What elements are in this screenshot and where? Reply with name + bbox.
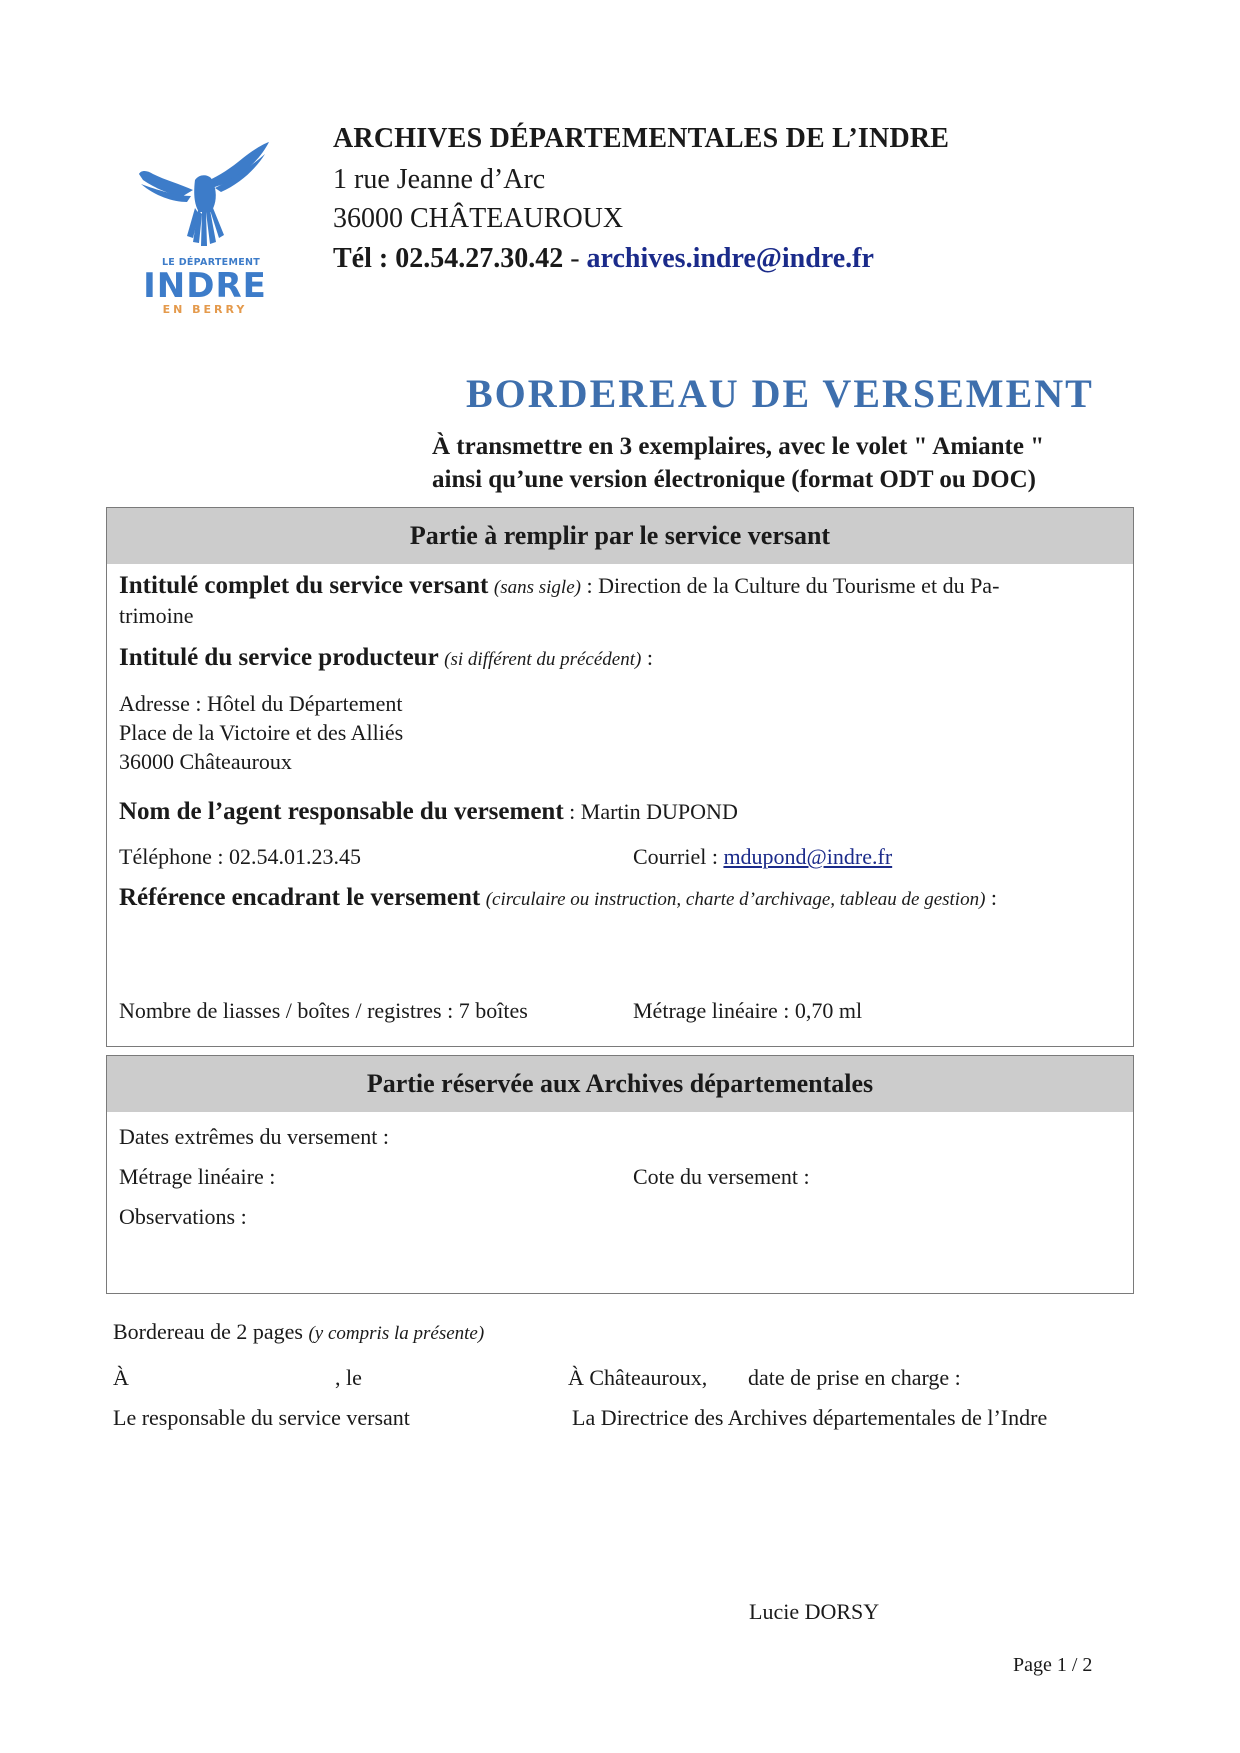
service-versant-hint: (sans sigle) — [493, 577, 581, 598]
place-date-suffix: , le — [335, 1365, 362, 1390]
section-archives-departementales — [106, 1055, 1134, 1294]
agent-colon: : — [563, 799, 581, 824]
telephone-value[interactable]: 02.54.01.23.45 — [228, 844, 361, 869]
service-versant-colon: : — [580, 573, 599, 598]
courriel-link[interactable]: mdupond@indre.fr — [723, 844, 893, 869]
field-agent — [119, 798, 738, 826]
document-subtitle-line1: À transmettre en 3 exemplaires, avec le volet " Amiante " — [432, 433, 1045, 460]
field-nombre — [119, 997, 528, 1025]
logo-text-le-departement: LE DÉPARTEMENT — [161, 257, 261, 268]
organization-phone: Tél : 02.54.27.30.42 — [333, 243, 564, 274]
place-prefix: À — [113, 1365, 129, 1390]
courriel-label: Courriel : — [633, 844, 724, 869]
nombre-label: Nombre de liasses / boîtes / registres : — [119, 998, 459, 1023]
field-metrage — [633, 997, 862, 1025]
organization-name: ARCHIVES DÉPARTEMENTALES DE L’INDRE — [333, 123, 950, 154]
observations-label: Observations : — [119, 1204, 247, 1229]
directrice-signature-label: La Directrice des Archives départementales de l’Indre — [572, 1405, 1048, 1430]
responsable-signature-label: Le responsable du service versant — [113, 1405, 410, 1430]
pages-count — [113, 1318, 484, 1348]
service-producteur-label: Intitulé du service producteur — [119, 644, 439, 671]
logo-text-en-berry: EN BERRY — [162, 303, 248, 316]
field-service-producteur — [119, 644, 653, 674]
organization-email-link[interactable]: archives.indre@indre.fr — [586, 243, 874, 274]
service-producteur-colon: : — [641, 645, 653, 670]
document-subtitle-line2: ainsi qu’une version électronique (format ODT ou DOC) — [432, 466, 1036, 493]
reference-hint: (circulaire ou instruction, charte d’archivage, tableau de gestion) — [485, 889, 986, 910]
document-title: BORDEREAU DE VERSEMENT — [466, 371, 1094, 416]
reference-label: Référence encadrant le versement — [119, 884, 481, 911]
metrage-label: Métrage linéaire : — [633, 998, 795, 1023]
section-service-versant — [106, 507, 1134, 1047]
field-service-versant — [119, 572, 999, 602]
cote-versement-label: Cote du versement : — [633, 1164, 810, 1189]
dates-extremes-label: Dates extrêmes du versement : — [119, 1124, 390, 1149]
address-line2[interactable]: Place de la Victoire et des Alliés — [119, 720, 404, 745]
service-producteur-hint: (si différent du précédent) — [444, 649, 642, 670]
field-courriel — [633, 843, 892, 871]
agent-label: Nom de l’agent responsable du versement — [119, 798, 564, 825]
field-reference — [119, 884, 997, 914]
address-line3[interactable]: 36000 Châteauroux — [119, 749, 292, 774]
metrage-value[interactable]: 0,70 ml — [794, 998, 863, 1023]
date-prise-en-charge: date de prise en charge : — [748, 1365, 961, 1390]
signatory-name: Lucie DORSY — [749, 1599, 880, 1624]
organization-street: 1 rue Jeanne d’Arc — [333, 164, 546, 195]
contact-separator: - — [563, 243, 587, 274]
page-number: Page 1 / 2 — [1013, 1654, 1093, 1676]
service-versant-value-continued[interactable]: trimoine — [119, 603, 194, 628]
reference-colon: : — [985, 885, 998, 910]
nombre-value[interactable]: 7 boîtes — [458, 998, 528, 1023]
eagle-icon — [135, 140, 275, 250]
service-versant-label: Intitulé complet du service versant — [119, 572, 489, 599]
pages-count-text: Bordereau de 2 pages — [113, 1319, 309, 1344]
pages-count-hint: (y compris la présente) — [308, 1323, 485, 1344]
organization-contact — [333, 242, 874, 276]
agent-value[interactable]: Martin DUPOND — [580, 799, 738, 824]
organization-city: 36000 CHÂTEAUROUX — [333, 203, 624, 234]
field-telephone — [119, 843, 361, 871]
section-versant-header: Partie à remplir par le service versant — [107, 508, 1133, 564]
section-archives-header: Partie réservée aux Archives départementales — [107, 1056, 1133, 1112]
logo-text-indre: INDRE — [143, 266, 267, 306]
telephone-label: Téléphone : — [119, 844, 229, 869]
address-line1[interactable]: Adresse : Hôtel du Département — [119, 691, 403, 716]
department-logo — [130, 140, 280, 320]
chateauroux-place: À Châteauroux, — [568, 1365, 708, 1390]
service-versant-value[interactable]: Direction de la Culture du Tourisme et du Pa- — [598, 573, 1000, 598]
archives-metrage-label: Métrage linéaire : — [119, 1164, 276, 1189]
